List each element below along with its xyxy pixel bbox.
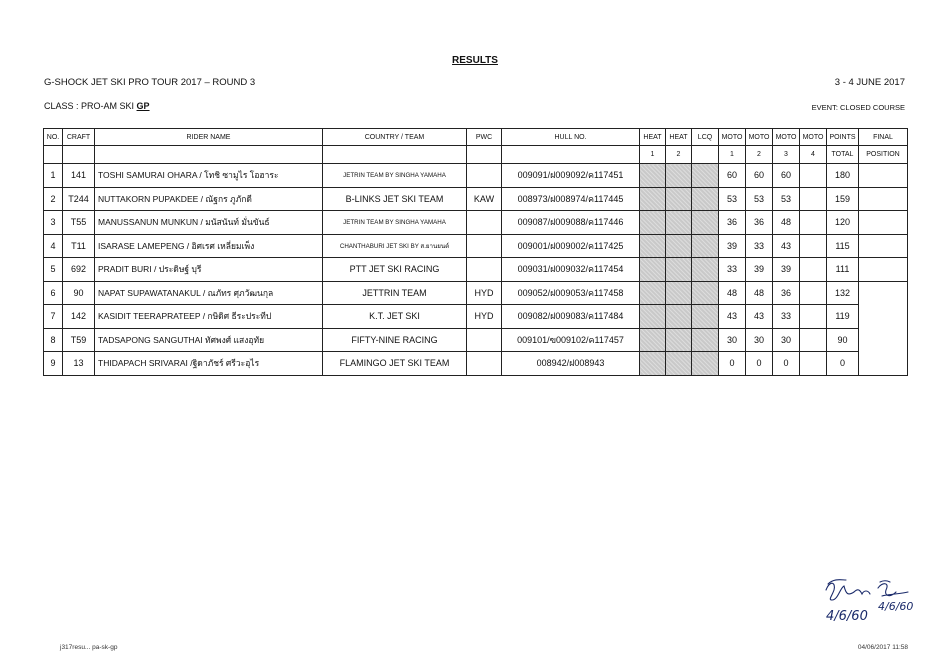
cell-total: 0 [827,352,859,376]
cell-moto-4 [800,164,827,188]
col-rider-sub [95,146,323,164]
col-hull-sub [502,146,640,164]
cell-heat-2 [666,234,692,258]
cell-hull: 009082/ฝ009083/ค117484 [502,305,640,329]
results-table [43,128,908,376]
col-total-sub: TOTAL [827,146,859,164]
cell-moto-1: 33 [719,258,746,282]
cell-rider: MANUSSANUN MUNKUN / มนัสนันท์ มั่นขันธ์ [95,211,323,235]
cell-heat-2 [666,258,692,282]
cell-moto-2: 0 [746,352,773,376]
cell-team: FIFTY-NINE RACING [323,328,467,352]
cell-moto-1: 53 [719,187,746,211]
col-moto-3-sub: 3 [773,146,800,164]
cell-craft: T59 [63,328,95,352]
cell-lcq [692,234,719,258]
cell-team: JETRIN TEAM BY SINGHA YAMAHA [323,164,467,188]
cell-position [859,281,908,375]
cell-craft: 142 [63,305,95,329]
cell-lcq [692,187,719,211]
cell-moto-3: 60 [773,164,800,188]
cell-pwc [467,164,502,188]
event-type: EVENT: CLOSED COURSE [811,103,905,112]
col-moto-2: MOTO [746,129,773,146]
cell-heat-1 [640,234,666,258]
col-team-sub [323,146,467,164]
cell-moto-1: 36 [719,211,746,235]
cell-heat-2 [666,352,692,376]
cell-hull: 008942/ฝ008943 [502,352,640,376]
class-label: CLASS : PRO-AM SKI [44,101,137,111]
col-heat-2: HEAT [666,129,692,146]
cell-moto-1: 48 [719,281,746,305]
cell-lcq [692,281,719,305]
cell-hull: 009052/ฝ009053/ค117458 [502,281,640,305]
cell-hull: 009087/ฝ009088/ค117446 [502,211,640,235]
cell-rider: ISARASE LAMEPENG / อิศเรศ เหลี่ยมเพ็ง [95,234,323,258]
cell-no: 8 [44,328,63,352]
col-craft: CRAFT [63,129,95,146]
cell-heat-2 [666,305,692,329]
col-moto-4: MOTO [800,129,827,146]
cell-moto-4 [800,305,827,329]
cell-moto-2: 48 [746,281,773,305]
cell-no: 1 [44,164,63,188]
cell-no: 6 [44,281,63,305]
col-moto-2-sub: 2 [746,146,773,164]
cell-lcq [692,164,719,188]
col-final: FINAL [859,129,908,146]
cell-position [859,187,908,211]
cell-position [859,164,908,188]
cell-heat-2 [666,187,692,211]
event-dates: 3 - 4 JUNE 2017 [834,77,905,88]
cell-heat-1 [640,258,666,282]
col-craft-sub [63,146,95,164]
cell-moto-2: 33 [746,234,773,258]
cell-rider: PRADIT BURI / ประดิษฐ์ บุรี [95,258,323,282]
cell-moto-4 [800,258,827,282]
col-heat-2-sub: 2 [666,146,692,164]
cell-team: B-LINKS JET SKI TEAM [323,187,467,211]
cell-pwc [467,258,502,282]
col-moto-1-sub: 1 [719,146,746,164]
col-lcq-sub [692,146,719,164]
cell-lcq [692,352,719,376]
cell-hull: 009001/ฝ009002/ค117425 [502,234,640,258]
cell-moto-3: 36 [773,281,800,305]
cell-total: 119 [827,305,859,329]
cell-pwc: KAW [467,187,502,211]
cell-moto-1: 30 [719,328,746,352]
cell-team: FLAMINGO JET SKI TEAM [323,352,467,376]
cell-rider: TADSAPONG SANGUTHAI ทัศพงศ์ แสงอุทัย [95,328,323,352]
cell-moto-2: 60 [746,164,773,188]
cell-moto-4 [800,328,827,352]
col-points: POINTS [827,129,859,146]
cell-craft: T55 [63,211,95,235]
cell-hull: 008973/ฝ008974/ค117445 [502,187,640,211]
cell-craft: 692 [63,258,95,282]
cell-total: 90 [827,328,859,352]
cell-team: CHANTHABURI JET SKI BY ส.ยานยนต์ [323,234,467,258]
cell-moto-4 [800,187,827,211]
table-row [44,352,908,376]
signature-date-2: 4/6/60 [878,600,914,613]
cell-heat-1 [640,211,666,235]
cell-total: 132 [827,281,859,305]
cell-rider: NUTTAKORN PUPAKDEE / ณัฐกร ภูภักดี [95,187,323,211]
cell-rider: THIDAPACH SRIVARAI /ฐิดาภัชร์ ศรีวะอุไร [95,352,323,376]
cell-total: 111 [827,258,859,282]
table-row [44,234,908,258]
cell-heat-1 [640,352,666,376]
cell-total: 115 [827,234,859,258]
cell-moto-2: 53 [746,187,773,211]
cell-total: 159 [827,187,859,211]
cell-moto-1: 60 [719,164,746,188]
col-lcq: LCQ [692,129,719,146]
cell-heat-1 [640,187,666,211]
cell-lcq [692,258,719,282]
col-moto-1: MOTO [719,129,746,146]
cell-no: 4 [44,234,63,258]
cell-moto-4 [800,211,827,235]
cell-team: JETTRIN TEAM [323,281,467,305]
cell-position [859,211,908,235]
col-hull: HULL NO. [502,129,640,146]
cell-heat-1 [640,164,666,188]
table-row [44,164,908,188]
cell-moto-2: 36 [746,211,773,235]
cell-pwc [467,211,502,235]
cell-moto-3: 43 [773,234,800,258]
page-title: RESULTS [452,55,498,66]
footer-right: 04/06/2017 11:58 [857,644,908,651]
cell-hull: 009031/ฝ009032/ค117454 [502,258,640,282]
cell-moto-1: 0 [719,352,746,376]
col-pwc-sub [467,146,502,164]
cell-hull: 009101/ฃ009102/ค117457 [502,328,640,352]
cell-no: 7 [44,305,63,329]
table-row [44,281,908,305]
table-row [44,258,908,282]
results-body [44,164,908,376]
cell-team: K.T. JET SKI [323,305,467,329]
cell-heat-2 [666,281,692,305]
cell-moto-4 [800,352,827,376]
cell-no: 9 [44,352,63,376]
table-row [44,328,908,352]
cell-lcq [692,211,719,235]
cell-pwc [467,328,502,352]
cell-heat-1 [640,281,666,305]
footer-left: j317resu... pa-sk-gp [60,644,118,651]
cell-rider: NAPAT SUPAWATANAKUL / ณภัทร ศุภวัฒนกุล [95,281,323,305]
cell-team: PTT JET SKI RACING [323,258,467,282]
signature-date-1: 4/6/60 [826,609,868,624]
col-no-sub [44,146,63,164]
table-row [44,211,908,235]
cell-moto-4 [800,234,827,258]
cell-position [859,258,908,282]
cell-total: 120 [827,211,859,235]
col-position-sub: POSITION [859,146,908,164]
cell-moto-1: 39 [719,234,746,258]
cell-no: 3 [44,211,63,235]
cell-moto-4 [800,281,827,305]
cell-heat-2 [666,164,692,188]
event-name: G-SHOCK JET SKI PRO TOUR 2017 – ROUND 3 [44,77,256,88]
cell-moto-3: 33 [773,305,800,329]
cell-craft: T11 [63,234,95,258]
table-row [44,305,908,329]
cell-heat-1 [640,305,666,329]
cell-craft: 141 [63,164,95,188]
col-team: COUNTRY / TEAM [323,129,467,146]
cell-moto-3: 48 [773,211,800,235]
col-rider: RIDER NAME [95,129,323,146]
cell-lcq [692,305,719,329]
cell-craft: 13 [63,352,95,376]
cell-pwc [467,234,502,258]
cell-pwc [467,352,502,376]
cell-total: 180 [827,164,859,188]
class-line [44,101,150,111]
cell-heat-1 [640,328,666,352]
cell-rider: KASIDIT TEERAPRATEEP / กษิดิศ ธีระประทีป [95,305,323,329]
cell-moto-3: 0 [773,352,800,376]
col-pwc: PWC [467,129,502,146]
cell-moto-3: 53 [773,187,800,211]
col-moto-4-sub: 4 [800,146,827,164]
cell-craft: 90 [63,281,95,305]
cell-pwc: HYD [467,305,502,329]
col-heat-1: HEAT [640,129,666,146]
cell-moto-3: 39 [773,258,800,282]
cell-pwc: HYD [467,281,502,305]
class-code: GP [136,101,150,111]
cell-moto-2: 43 [746,305,773,329]
cell-craft: T244 [63,187,95,211]
cell-moto-3: 30 [773,328,800,352]
col-moto-3: MOTO [773,129,800,146]
cell-heat-2 [666,328,692,352]
cell-no: 5 [44,258,63,282]
cell-moto-2: 39 [746,258,773,282]
cell-no: 2 [44,187,63,211]
col-heat-1-sub: 1 [640,146,666,164]
cell-team: JETRIN TEAM BY SINGHA YAMAHA [323,211,467,235]
cell-rider: TOSHI SAMURAI OHARA / โทชิ ซามูไร โอฮาระ [95,164,323,188]
col-no: NO. [44,129,63,146]
cell-moto-1: 43 [719,305,746,329]
cell-position [859,234,908,258]
cell-hull: 009091/ฝ009092/ค117451 [502,164,640,188]
cell-moto-2: 30 [746,328,773,352]
signature-image [820,570,920,630]
table-row [44,187,908,211]
cell-lcq [692,328,719,352]
cell-heat-2 [666,211,692,235]
